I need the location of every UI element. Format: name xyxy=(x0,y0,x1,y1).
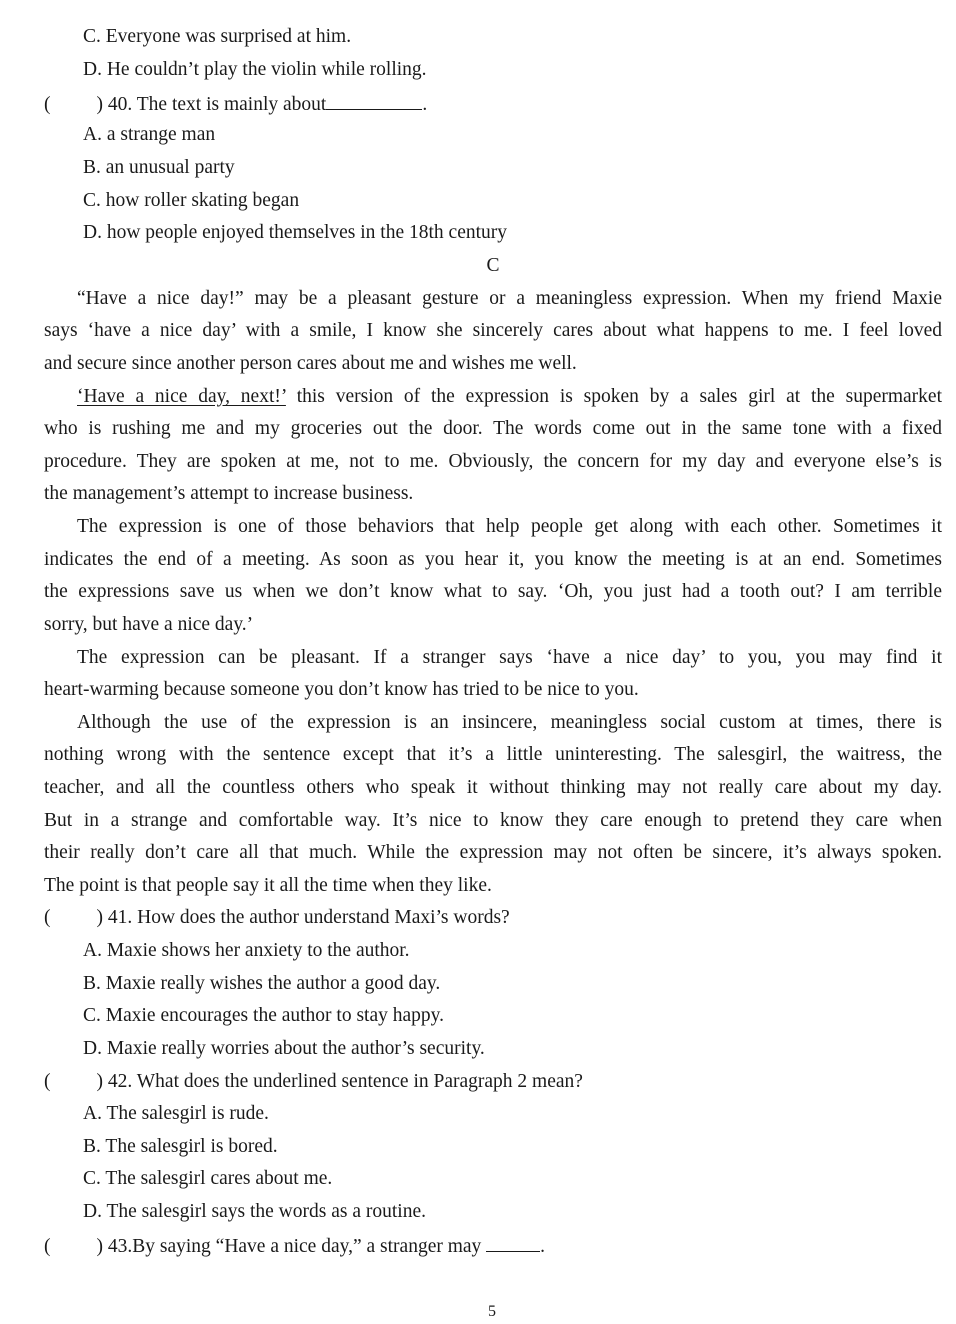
q40-option-c: C. how roller skating began xyxy=(83,190,300,211)
q42-option-b: B. The salesgirl is bored. xyxy=(83,1136,278,1157)
q42-option-a: A. The salesgirl is rude. xyxy=(83,1103,269,1124)
q42-option-c: C. The salesgirl cares about me. xyxy=(83,1168,333,1189)
paragraph-5-line: Although the use of the expression is an insincere, meaningless social custom at times, there is xyxy=(77,712,942,733)
passage-heading: C xyxy=(486,255,500,276)
paragraph-2-line xyxy=(77,385,942,409)
paragraph-5-line: teacher, and all the countless others who speak it without thinking may not really care about my day. xyxy=(44,777,942,798)
paragraph-4-line: heart-warming because someone you don’t know has tried to be nice to you. xyxy=(44,679,639,700)
q40-option-d: D. how people enjoyed themselves in the 18th century xyxy=(83,222,508,243)
q40-stem-line xyxy=(44,91,427,117)
paragraph-3-line: the expressions save us when we don’t know what to say. ‘Oh, you just had a tooth out? I am terrible xyxy=(44,581,942,602)
q42-stem: ) 42. What does the underlined sentence in Paragraph 2 mean? xyxy=(96,1071,583,1092)
paragraph-2-line: the management’s attempt to increase business. xyxy=(44,483,414,504)
underlined-sentence: ‘Have a nice day, next!’ xyxy=(77,386,286,407)
paragraph-1-line: says ‘have a nice day’ with a smile, I know she sincerely cares about what happens to me. I feel loved xyxy=(44,320,942,341)
paragraph-3-line: indicates the end of a meeting. As soon as you hear it, you know the meeting is at an end. Sometimes xyxy=(44,549,942,570)
paragraph-5-line: their really don’t care all that much. While the expression may not often be sincere, it’s always spoken. xyxy=(44,842,942,863)
q41-option-c: C. Maxie encourages the author to stay happy. xyxy=(83,1005,445,1026)
answer-blank xyxy=(486,1233,540,1252)
paragraph-1-line: “Have a nice day!” may be a pleasant gesture or a meaningless expression. When my friend Maxie xyxy=(77,288,942,309)
answer-paren: ( xyxy=(44,94,51,115)
paragraph-4-line: The expression can be pleasant. If a stranger says ‘have a nice day’ to you, you may find it xyxy=(77,647,942,668)
q39-option-d: D. He couldn’t play the violin while rolling. xyxy=(83,59,427,80)
answer-blank xyxy=(326,91,422,110)
paragraph-5-line: The point is that people say it all the time when they like. xyxy=(44,875,492,896)
q43-stem-line xyxy=(44,1233,545,1259)
q40-option-a: A. a strange man xyxy=(83,124,216,145)
q40-stem: ) 40. The text is mainly about xyxy=(96,94,327,115)
q40-end: . xyxy=(422,94,428,115)
paragraph-1-line: and secure since another person cares about me and wishes me well. xyxy=(44,353,577,374)
paragraph-3-line: sorry, but have a nice day.’ xyxy=(44,614,254,635)
paragraph-2-text: this version of the expression is spoken by a sales girl at the supermarket xyxy=(285,386,942,407)
q39-option-c: C. Everyone was surprised at him. xyxy=(83,26,352,47)
answer-paren: ( xyxy=(44,1071,51,1092)
q41-stem-line xyxy=(44,906,510,930)
paragraph-5-line: nothing wrong with the sentence except that it’s a little uninteresting. The salesgirl, the waitress, the xyxy=(44,744,942,765)
q41-stem: ) 41. How does the author understand Maxi’s words? xyxy=(96,907,510,928)
q41-option-b: B. Maxie really wishes the author a good day. xyxy=(83,973,441,994)
paragraph-3-line: The expression is one of those behaviors that help people get along with each other. Sometimes it xyxy=(77,516,942,537)
paragraph-5-line: But in a strange and comfortable way. It’s nice to know they care enough to pretend they care when xyxy=(44,810,942,831)
page-number: 5 xyxy=(488,1303,496,1320)
answer-paren: ( xyxy=(44,1236,51,1257)
paragraph-2-line: procedure. They are spoken at me, not to me. Obviously, the concern for my day and everyone else’s is xyxy=(44,451,942,472)
answer-paren: ( xyxy=(44,907,51,928)
q43-end: . xyxy=(540,1236,546,1257)
q41-option-d: D. Maxie really worries about the author’s security. xyxy=(83,1038,485,1059)
q40-option-b: B. an unusual party xyxy=(83,157,235,178)
q43-stem: ) 43.By saying “Have a nice day,” a stranger may xyxy=(96,1236,482,1257)
q41-option-a: A. Maxie shows her anxiety to the author. xyxy=(83,940,410,961)
q42-option-d: D. The salesgirl says the words as a routine. xyxy=(83,1201,426,1222)
paragraph-2-line: who is rushing me and my groceries out the door. The words come out in the same tone with a fixed xyxy=(44,418,942,439)
q42-stem-line xyxy=(44,1070,583,1094)
